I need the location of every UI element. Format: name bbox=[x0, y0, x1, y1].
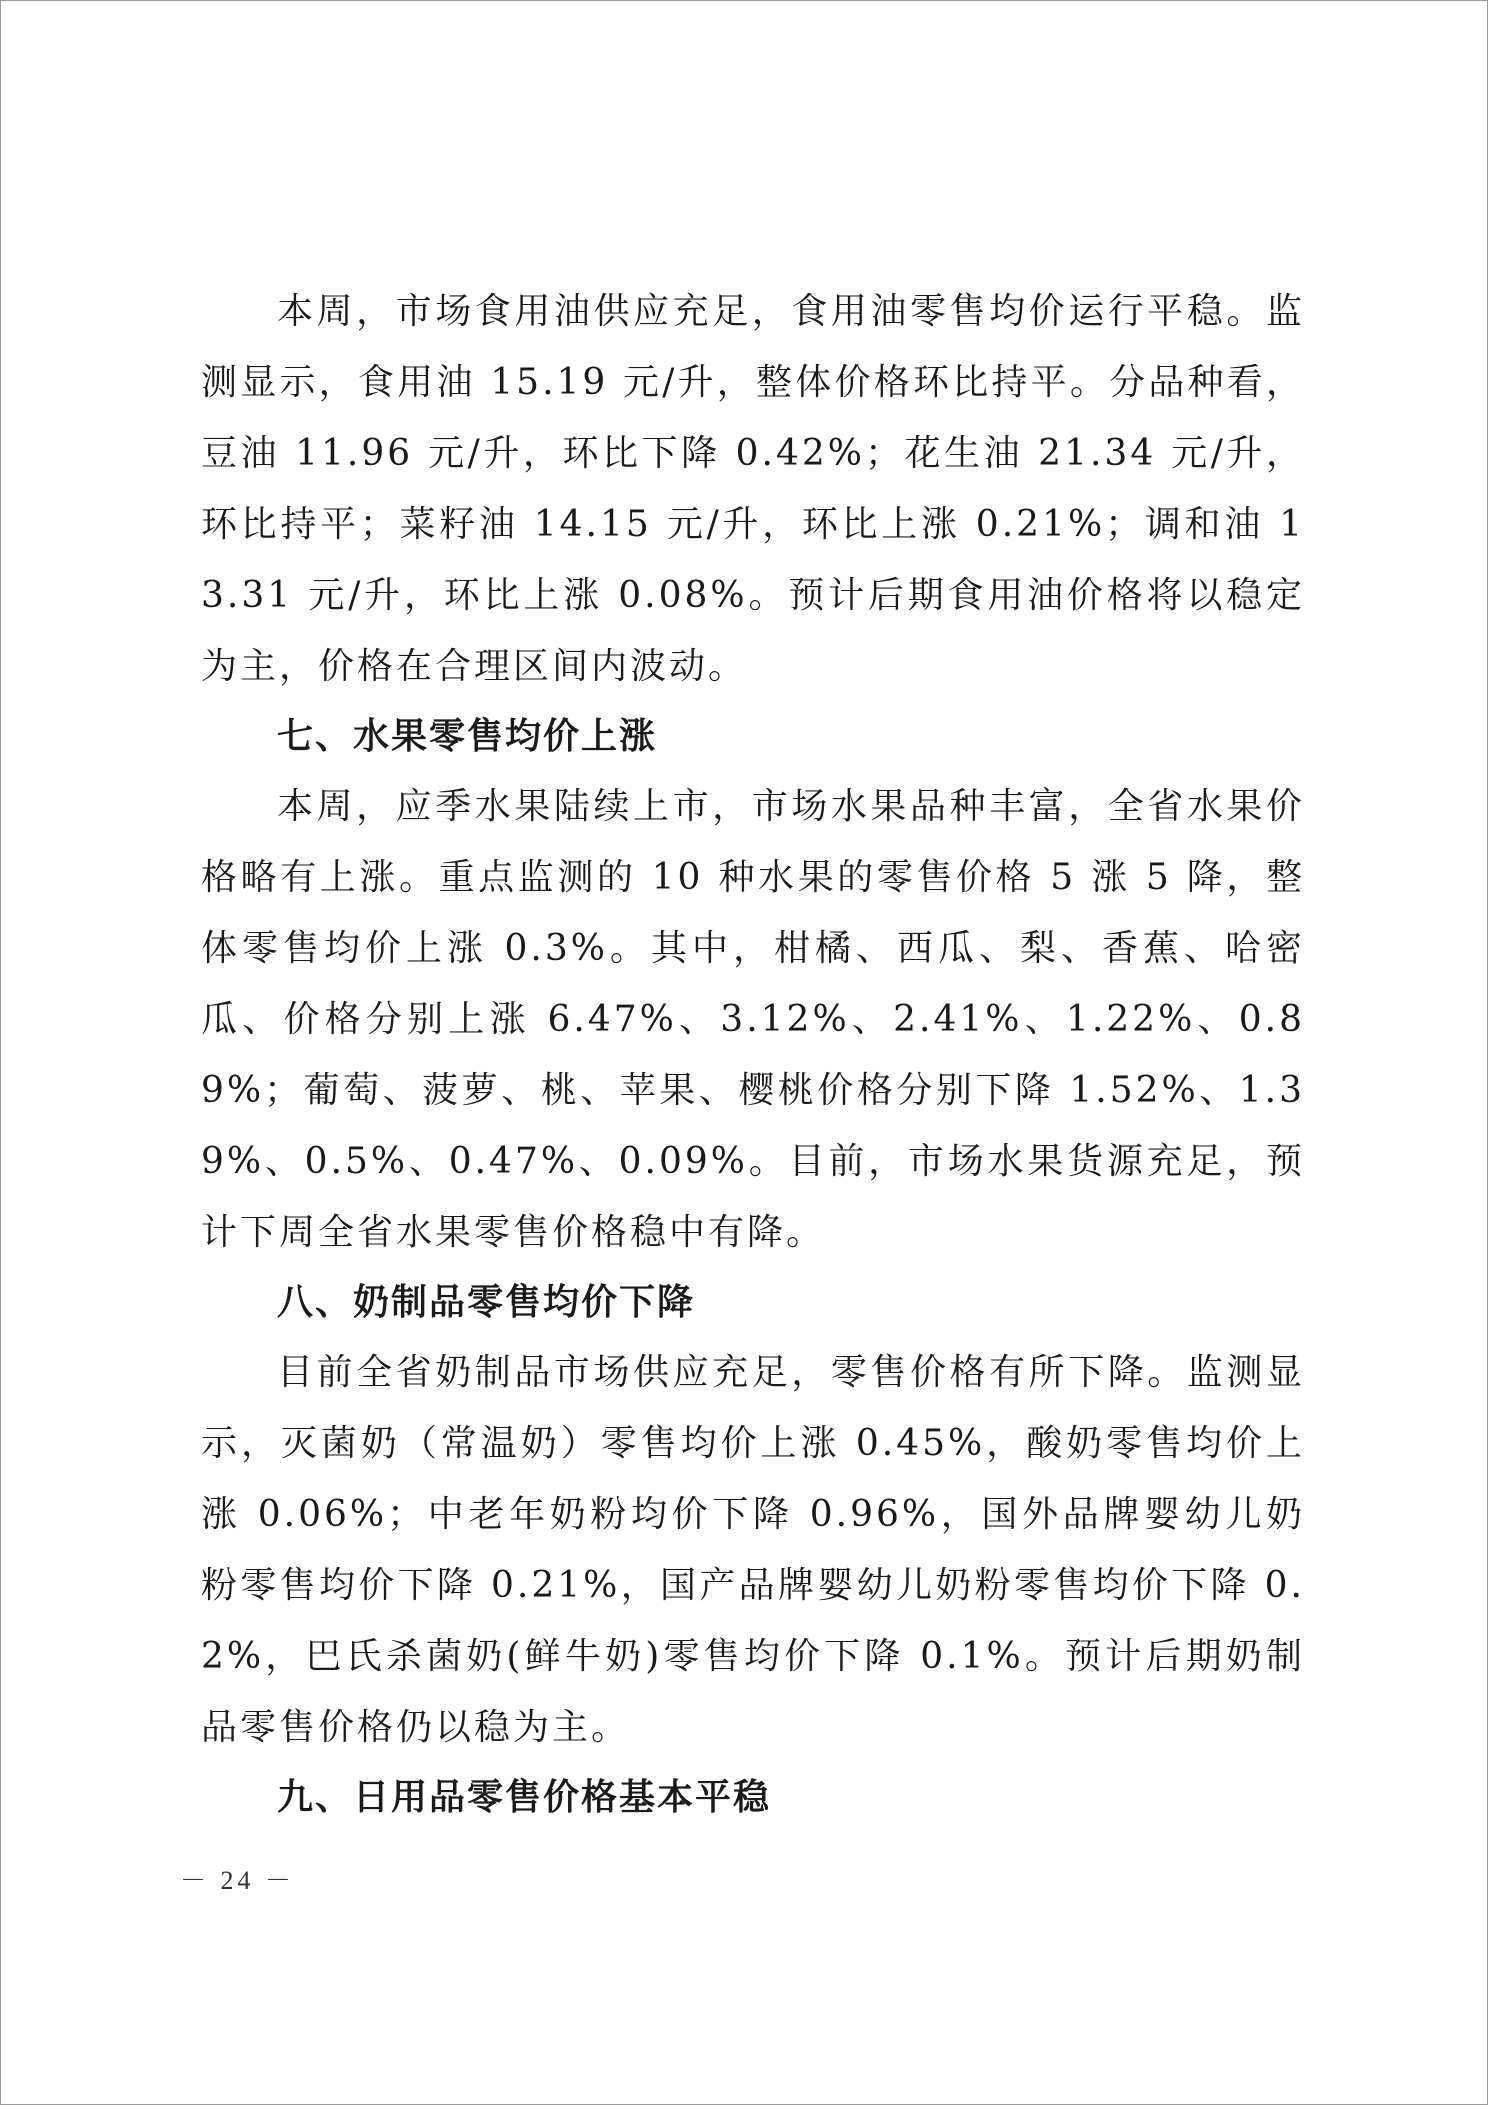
heading-dairy: 八、奶制品零售均价下降 bbox=[277, 1282, 696, 1323]
paragraph-edible-oil: 本周，市场食用油供应充足，食用油零售均价运行平稳。监测显示，食用油 15.19 元/升，整体价格环比持平。分品种看，豆油 11.96 元/升，环比下降 0.42%；花生油 21.34 元/升，环比持平；菜籽油 14.15 元/升，环比上涨 0.21%；调和油 13.31 元/升，环比上涨 0.08%。预计后期食用油价格将以稳定为主，价格在合理区间内波动。 bbox=[201, 291, 1305, 687]
paragraph-dairy: 目前全省奶制品市场供应充足，零售价格有所下降。监测显示，灭菌奶（常温奶）零售均价上涨 0.45%，酸奶零售均价上涨 0.06%；中老年奶粉均价下降 0.96%，国外品牌婴幼儿奶粉零售均价下降 0.21%，国产品牌婴幼儿奶粉零售均价下降 0.2%，巴氏杀菌奶(鲜牛奶)零售均价下降 0.1%。预计后期奶制品零售价格仍以稳为主。 bbox=[201, 1352, 1305, 1748]
document-body bbox=[201, 276, 1305, 1832]
page-number: － 24 － bbox=[180, 1866, 296, 1895]
paragraph-fruit: 本周，应季水果陆续上市，市场水果品种丰富，全省水果价格略有上涨。重点监测的 10 种水果的零售价格 5 涨 5 降，整体零售均价上涨 0.3%。其中，柑橘、西瓜、梨、香蕉、哈密瓜、价格分别上涨 6.47%、3.12%、2.41%、1.22%、0.89%；葡萄、菠萝、桃、苹果、樱桃价格分别下降 1.52%、1.39%、0.5%、0.47%、0.09%。目前，市场水果货源充足，预计下周全省水果零售价格稳中有降。 bbox=[201, 786, 1305, 1253]
heading-daily-goods: 九、日用品零售价格基本平稳 bbox=[277, 1777, 772, 1818]
heading-fruit: 七、水果零售均价上涨 bbox=[277, 716, 658, 757]
